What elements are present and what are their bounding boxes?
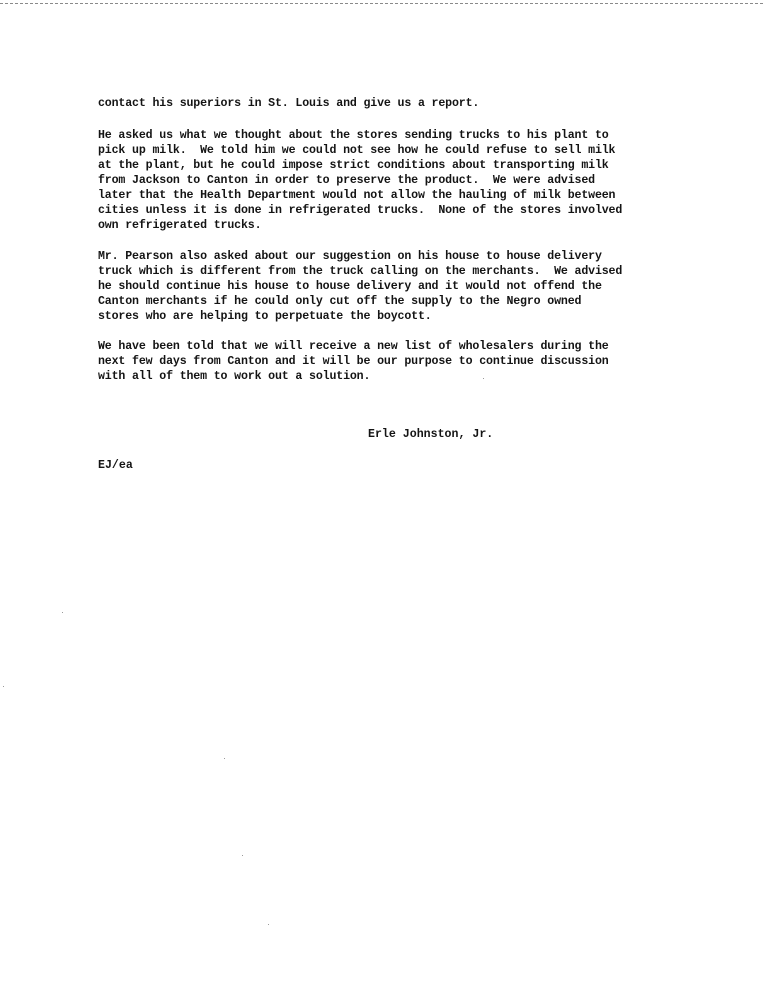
paper-speck: [483, 378, 484, 379]
paragraph-2: He asked us what we thought about the stores sending trucks to his plant to pick up milk. We told him we could not see how he could refuse to sell milk at the plant, but he could impose strict conditions about transporting milk from Jackson to Canton in order to preserve the product. We were advised later that the Health Department would not allow the hauling of milk between cities unless it is done in refrigerated trucks. None of the stores involved own refrigerated trucks.: [98, 129, 623, 232]
paper-speck: [242, 855, 243, 856]
paper-speck: [62, 612, 63, 613]
paper-speck: [224, 758, 225, 759]
paper-speck: [268, 924, 269, 925]
page-top-edge: [0, 0, 763, 4]
typist-initials: EJ/ea: [98, 459, 133, 472]
paragraph-4: We have been told that we will receive a new list of wholesalers during the next few days from Canton and it will be our purpose to continue discussion with all of them to work out a solution.: [98, 340, 609, 383]
paragraph-1: contact his superiors in St. Louis and give us a report.: [98, 97, 480, 110]
paper-speck: [3, 686, 4, 687]
paragraph-3: Mr. Pearson also asked about our suggestion on his house to house delivery truck which is different from the truck calling on the merchants. We advised he should continue his house to house delivery and it would not offend the Canton merchants if he could only cut off the supply to the Negro owned stores who are helping to perpetuate the boycott.: [98, 250, 623, 323]
signature-name: Erle Johnston, Jr.: [368, 428, 494, 441]
